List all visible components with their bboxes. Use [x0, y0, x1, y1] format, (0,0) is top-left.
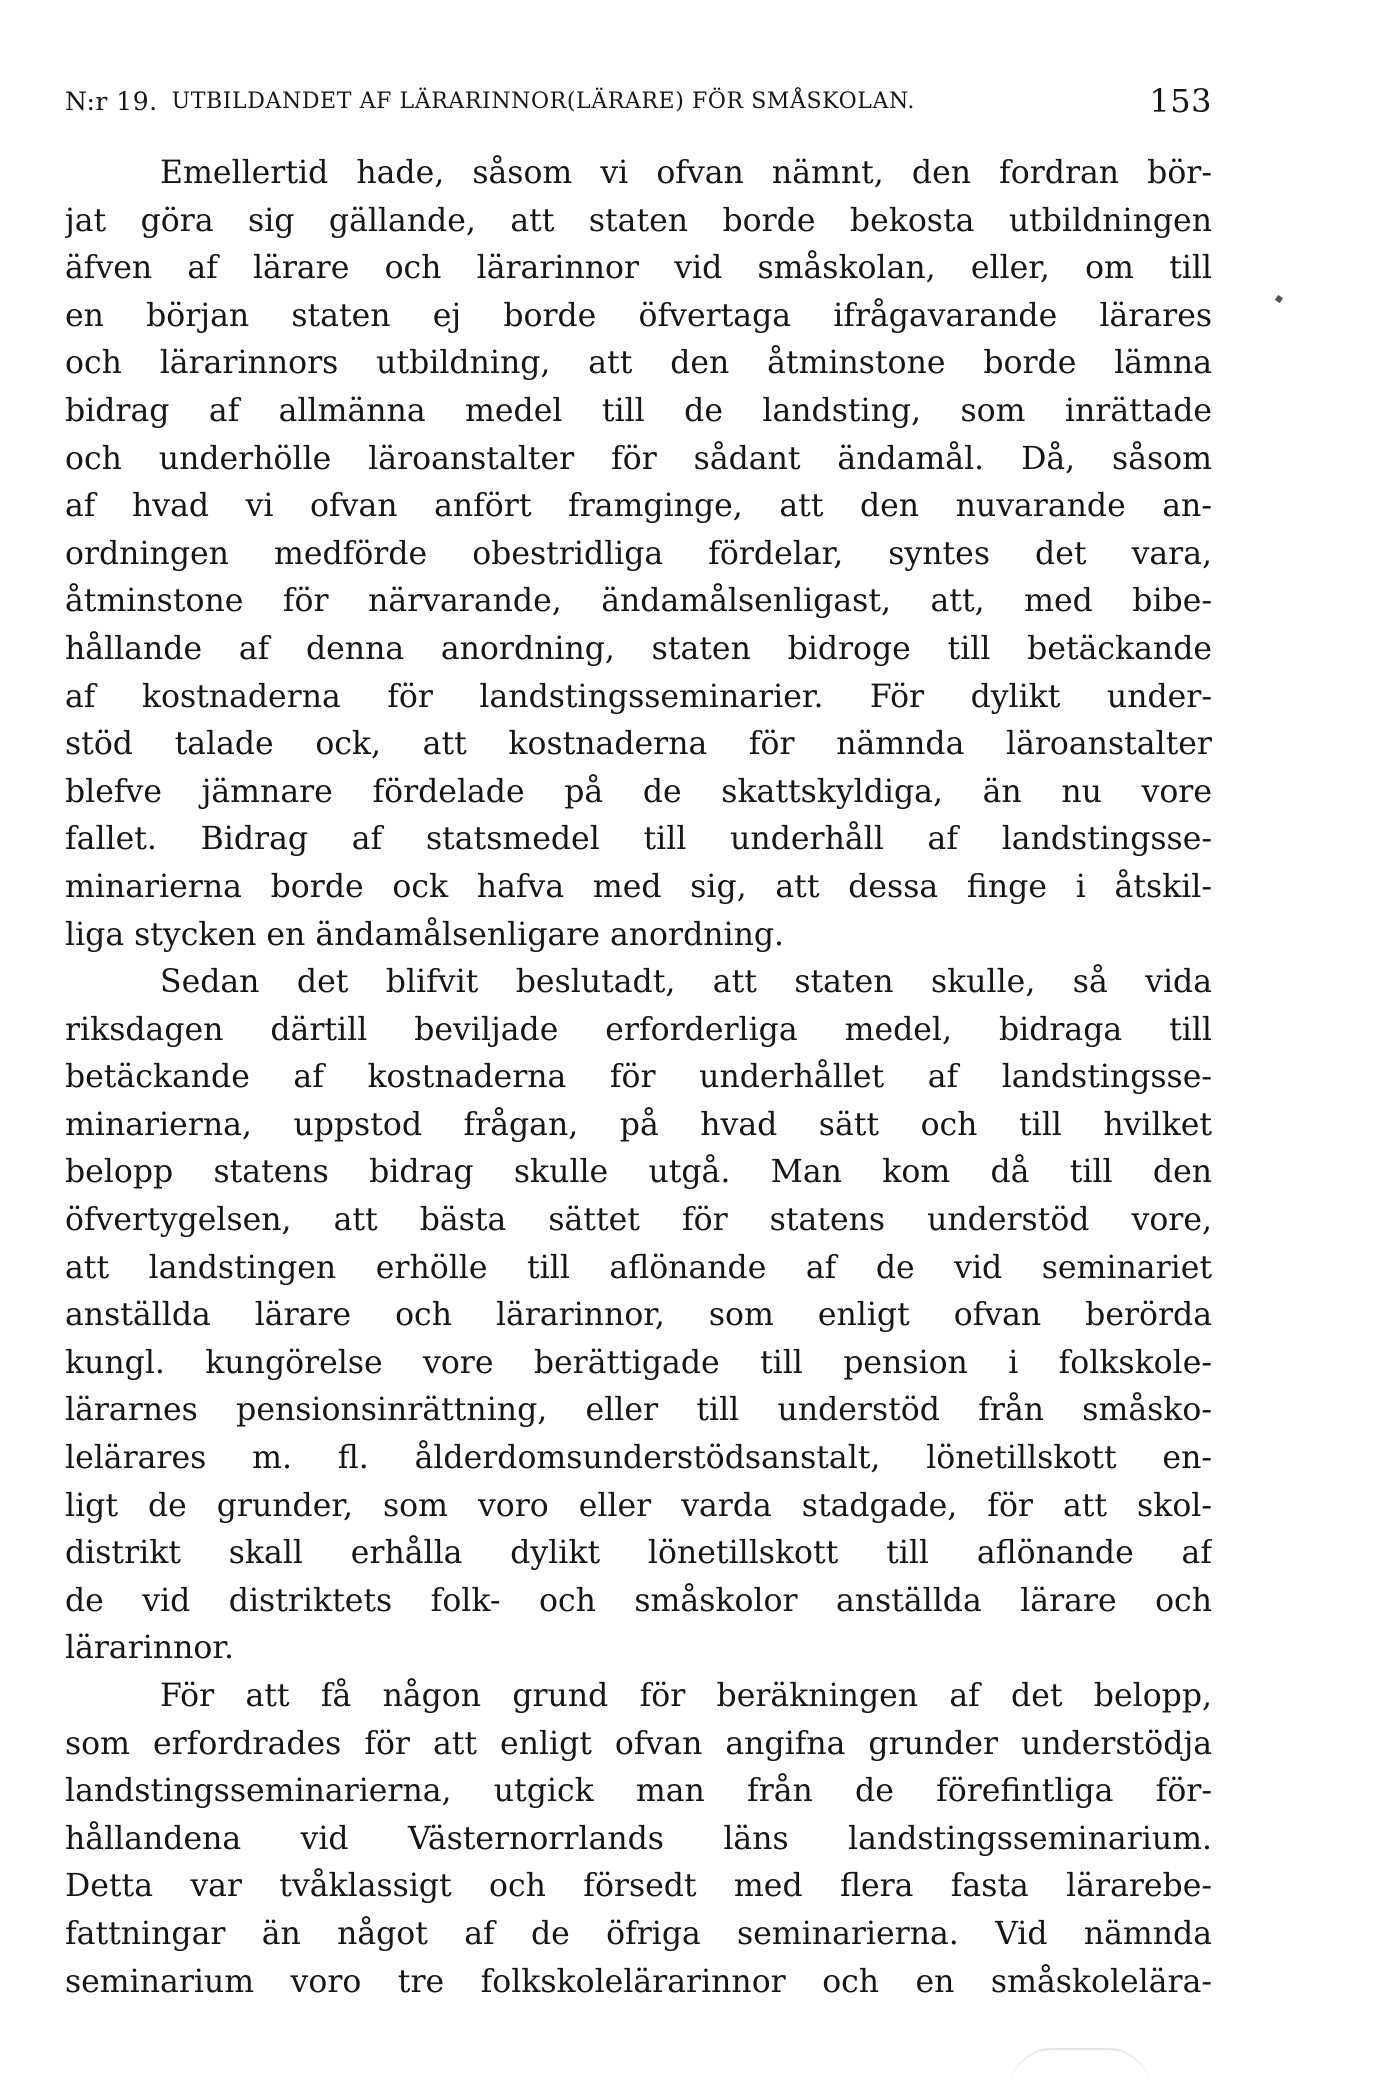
text-line: ordningen medförde obestridliga fördelar, syntes det vara, [65, 535, 1212, 572]
text-line: bidrag af allmänna medel till de landsting, som inrättade [65, 392, 1212, 429]
text-line: betäckande af kostnaderna för underhållet af landstingsse- [65, 1059, 1212, 1096]
text-line: af hvad vi ofvan anfört framginge, att den nuvarande an- [65, 488, 1212, 525]
text-line: minarierna borde ock hafva med sig, att dessa finge i åtskil- [65, 868, 1212, 905]
text-line: seminarium voro tre folkskolelärarinnor och en småskolelära- [65, 1963, 1212, 2000]
text-line: hållande af denna anordning, staten bidroge till betäckande [65, 630, 1212, 667]
text-line: öfvertygelsen, att bästa sättet för statens understöd vore, [65, 1202, 1212, 1239]
text-line: riksdagen därtill beviljade erforderliga medel, bidraga till [65, 1011, 1212, 1048]
chapter-number: N:r 19. [65, 86, 158, 116]
text-line: jat göra sig gällande, att staten borde bekosta utbildningen [65, 202, 1212, 239]
scan-edge-artifact [1010, 2048, 1150, 2090]
text-line: minarierna, uppstod frågan, på hvad sätt och till hvilket [65, 1106, 1212, 1143]
page-number: 153 [1149, 82, 1212, 120]
text-line: kungl. kungörelse vore berättigade till pension i folkskole- [65, 1344, 1212, 1381]
text-line: lärarinnor. [65, 1630, 234, 1667]
text-line: liga stycken en ändamålsenligare anordning. [65, 916, 785, 953]
text-line: en början staten ej borde öfvertaga ifrågavarande lärares [65, 297, 1212, 334]
text-line: distrikt skall erhålla dylikt lönetillskott till aflönande af [65, 1535, 1212, 1572]
scan-speck [1275, 295, 1283, 303]
text-line: lelärares m. fl. ålderdomsunderstödsanstalt, lönetillskott en- [65, 1440, 1212, 1477]
text-line: Emellertid hade, såsom vi ofvan nämnt, den fordran bör- [160, 155, 1212, 191]
text-line: lärarnes pensionsinrättning, eller till understöd från småsko- [65, 1392, 1212, 1429]
text-line: ligt de grunder, som voro eller varda stadgade, för att skol- [65, 1487, 1212, 1524]
text-line: belopp statens bidrag skulle utgå. Man kom då till den [65, 1154, 1212, 1191]
text-line: äfven af lärare och lärarinnor vid småskolan, eller, om till [65, 250, 1212, 287]
body-text [65, 150, 1212, 2006]
text-line: blefve jämnare fördelade på de skattskyldiga, än nu vore [65, 773, 1212, 810]
text-line: fallet. Bidrag af statsmedel till underhåll af landstingsse- [65, 821, 1212, 858]
text-line: och underhölle läroanstalter för sådant ändamål. Då, såsom [65, 440, 1212, 477]
text-line: stöd talade ock, att kostnaderna för nämnda läroanstalter [65, 726, 1212, 763]
running-header [65, 76, 1212, 126]
running-title: UTBILDANDET AF LÄRARINNOR(LÄRARE) FÖR SMÅSKOLAN. [171, 88, 915, 114]
text-line: För att få någon grund för beräkningen af det belopp, [160, 1678, 1212, 1714]
text-line: hållandena vid Västernorrlands läns landstingsseminarium. [65, 1820, 1212, 1857]
text-line: Sedan det blifvit beslutadt, att staten skulle, så vida [160, 964, 1212, 1001]
text-line: Detta var tvåklassigt och försedt med flera fasta lärarebe- [65, 1868, 1212, 1905]
text-line: att landstingen erhölle till aflönande af de vid seminariet [65, 1249, 1212, 1286]
text-line: som erfordrades för att enligt ofvan angifna grunder understödja [65, 1725, 1212, 1762]
text-line: anställda lärare och lärarinnor, som enligt ofvan berörda [65, 1297, 1212, 1334]
text-line: landstingsseminarierna, utgick man från de förefintliga för- [65, 1773, 1212, 1810]
text-line: af kostnaderna för landstingsseminarier. För dylikt under- [65, 678, 1212, 715]
text-line: fattningar än något af de öfriga seminarierna. Vid nämnda [65, 1915, 1212, 1952]
text-line: och lärarinnors utbildning, att den åtminstone borde lämna [65, 345, 1212, 382]
text-line: åtminstone för närvarande, ändamålsenligast, att, med bibe- [65, 583, 1212, 620]
text-line: de vid distriktets folk- och småskolor anställda lärare och [65, 1582, 1212, 1619]
